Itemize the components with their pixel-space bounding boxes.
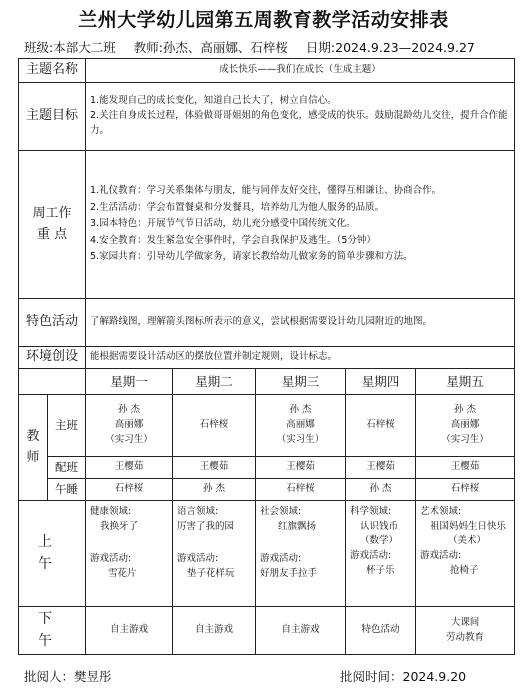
afternoon-cell: 特色活动 <box>346 607 416 655</box>
review-time: 批阅时间：2024.9.20 <box>340 669 467 684</box>
afternoon-label: 下 午 <box>19 607 86 655</box>
focus-item: 5.家园共育：引导幼儿学做家务，请家长教给幼儿做家务的简单步骤和方法。 <box>90 251 413 263</box>
afternoon-cell: 自主游戏 <box>86 607 173 655</box>
focus-label: 周工作 重 点 <box>19 151 86 299</box>
nap-cell: 孙 杰 <box>346 479 416 501</box>
assist-class-cell: 王樱茹 <box>416 457 515 479</box>
main-class-cell: 孙 杰 高丽娜 （实习生） <box>416 395 515 457</box>
weekday-header: 星期五 <box>416 369 515 395</box>
assist-class-cell: 王樱茹 <box>256 457 346 479</box>
goals-label: 主题目标 <box>19 83 86 151</box>
nap-cell: 石梓桜 <box>256 479 346 501</box>
theme-label: 主题名称 <box>19 59 86 83</box>
reviewer: 批阅人：樊昱彤 <box>24 669 112 684</box>
weekday-header: 星期三 <box>256 369 346 395</box>
env-value: 能根据需要设计活动区的摆放位置并制定规则，设计标志。 <box>86 347 515 369</box>
nap-label: 午睡 <box>48 479 86 501</box>
morning-cell: 社会领域: 红旗飘扬 游戏活动: 好朋友手拉手 <box>256 501 346 607</box>
corner-cell <box>19 369 86 395</box>
weekday-header: 星期一 <box>86 369 173 395</box>
main-class-cell: 孙 杰 高丽娜 （实习生） <box>86 395 173 457</box>
main-class-cell: 石梓桜 <box>173 395 256 457</box>
schedule-table <box>18 58 515 655</box>
morning-cell: 科学领域: 认识钱币 （数学） 游戏活动: 杯子乐 <box>346 501 416 607</box>
focus-item: 1.礼仪教育：学习关系集体与朋友，能与同伴友好交往，懂得互相谦让、协商合作。 <box>90 184 442 196</box>
page-title: 兰州大学幼儿园第五周教育教学活动安排表 <box>78 9 449 31</box>
afternoon-cell: 自主游戏 <box>173 607 256 655</box>
assist-class-cell: 王樱茹 <box>346 457 416 479</box>
focus-content <box>86 151 515 299</box>
feature-label: 特色活动 <box>19 299 86 347</box>
nap-cell: 石梓桜 <box>86 479 173 501</box>
afternoon-cell: 自主游戏 <box>256 607 346 655</box>
assist-class-cell: 王樱茹 <box>173 457 256 479</box>
morning-cell: 健康领域: 我换牙了 游戏活动: 雪花片 <box>86 501 173 607</box>
afternoon-cell: 大课间 劳动教育 <box>416 607 515 655</box>
assist-class-cell: 王樱茹 <box>86 457 173 479</box>
goal-item: 1.能发现自己的成长变化，知道自己长大了，树立自信心。 <box>90 95 337 107</box>
teachers-info: 教师:孙杰、高丽娜、石梓桜 <box>133 40 288 55</box>
focus-item: 3.园本特色：开展节气节日活动，幼儿充分感受中国传统文化。 <box>90 218 356 230</box>
morning-cell: 语言领域: 厉害了我的园 游戏活动: 垫子花样玩 <box>173 501 256 607</box>
focus-item: 4.安全教育：发生紧急安全事件时，学会自我保护及逃生。（5分钟） <box>90 234 376 246</box>
morning-cell: 艺术领域: 祖国妈妈生日快乐 （美术） 游戏活动: 抢椅子 <box>416 501 515 607</box>
feature-value: 了解路线图，理解箭头图标所表示的意义，尝试根据需要设计幼儿园附近的地图。 <box>86 299 515 347</box>
info-line <box>24 38 489 56</box>
morning-label: 上 午 <box>19 501 86 607</box>
main-class-label: 主班 <box>48 395 86 457</box>
main-class-cell: 石梓桜 <box>346 395 416 457</box>
teacher-label: 教师 <box>19 395 48 501</box>
date-info: 日期:2024.9.23—2024.9.27 <box>305 40 475 55</box>
focus-item: 2.生活活动：学会布置餐桌和分发餐具，培养幼儿为他人服务的品质。 <box>90 201 385 213</box>
nap-cell: 石梓桜 <box>416 479 515 501</box>
theme-value: 成长快乐——我们在成长（生成主题） <box>86 59 515 83</box>
env-label: 环境创设 <box>19 347 86 369</box>
main-class-cell: 孙 杰 高丽娜 （实习生） <box>256 395 346 457</box>
nap-cell: 孙 杰 <box>173 479 256 501</box>
weekday-header: 星期四 <box>346 369 416 395</box>
class-info: 班级:本部大二班 <box>24 40 116 55</box>
assist-class-label: 配班 <box>48 457 86 479</box>
weekday-header: 星期二 <box>173 369 256 395</box>
goals-content <box>86 83 515 151</box>
goal-item: 2.关注自身成长过程，体验做哥哥姐姐的角色变化，感受成的快乐。鼓励混龄幼儿交往，提升合作能力。 <box>90 110 508 136</box>
